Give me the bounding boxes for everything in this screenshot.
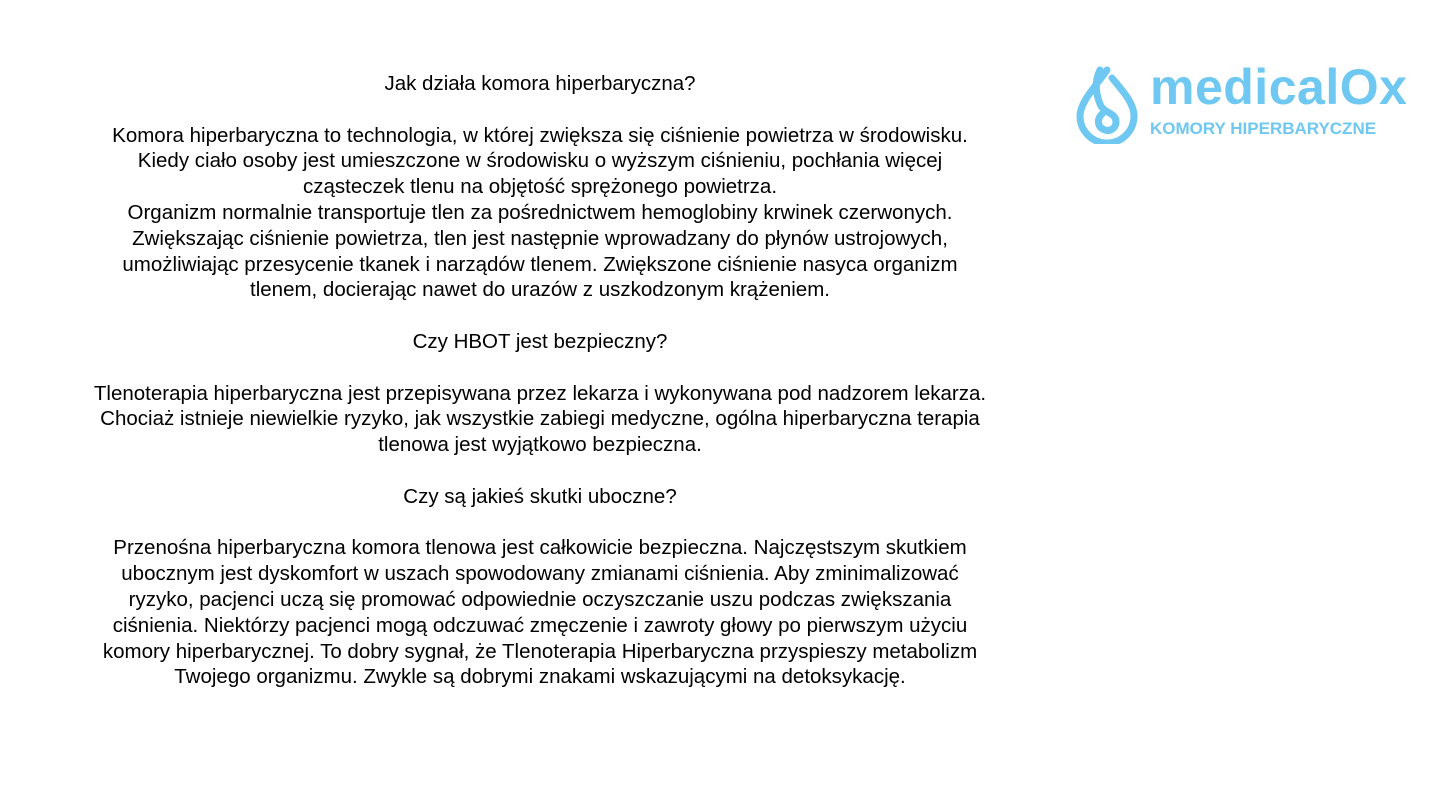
paragraph-line: Chociaż istnieje niewielkie ryzyko, jak wszystkie zabiegi medyczne, ogólna hiperbaryczna terapia (100, 407, 980, 431)
paragraph-line: cząsteczek tlenu na objętość sprężonego powietrza. (302, 175, 778, 199)
section-heading: Czy HBOT jest bezpieczny? (412, 329, 668, 353)
paragraph-line: Kiedy ciało osoby jest umieszczone w środowisku o wyższym ciśnieniu, pochłania więcej (137, 149, 943, 173)
document-body (40, 71, 1040, 690)
medicalox-logo (1074, 59, 1414, 144)
paragraph-line: ciśnienia. Niektórzy pacjenci mogą odczuwać zmęczenie i zawroty głowy po pierwszym użyciu (112, 613, 968, 637)
paragraph-line: umożliwiając przesycenie tkanek i narządów tlenem. Zwiększone ciśnienie nasyca organizm (122, 252, 958, 276)
paragraph-line: tlenowa jest wyjątkowo bezpieczna. (378, 433, 702, 457)
paragraph-line: Zwiększając ciśnienie powietrza, tlen jest następnie wprowadzany do płynów ustrojowych, (132, 226, 948, 250)
paragraph-line: Organizm normalnie transportuje tlen za pośrednictwem hemoglobiny krwinek czerwonych. (127, 200, 953, 224)
water-drop-icon (1074, 64, 1140, 144)
paragraph-line: Komora hiperbaryczna to technologia, w której zwiększa się ciśnienie powietrza w środowisku. (112, 123, 968, 147)
paragraph-line: Przenośna hiperbaryczna komora tlenowa jest całkowicie bezpieczna. Najczęstszym skutkiem (113, 536, 967, 560)
paragraph-line: komory hiperbarycznej. To dobry sygnał, że Tlenoterapia Hiperbaryczna przyspieszy metabolizm (102, 639, 978, 663)
logo-name: medicalOx (1150, 59, 1408, 115)
paragraph-line: Tlenoterapia hiperbaryczna jest przepisywana przez lekarza i wykonywana pod nadzorem lekarza. (93, 381, 987, 405)
section-heading: Jak działa komora hiperbaryczna? (384, 72, 696, 95)
section-heading: Czy są jakieś skutki uboczne? (403, 484, 677, 508)
paragraph-line: ubocznym jest dyskomfort w uszach spowodowany zmianami ciśnienia. Aby zminimalizować (121, 562, 959, 586)
paragraph-line: Twojego organizmu. Zwykle są dobrymi znakami wskazującymi na detoksykację. (174, 665, 906, 689)
paragraph-line: ryzyko, pacjenci uczą się promować odpowiednie oczyszczanie uszu podczas zwiększania (128, 587, 952, 611)
logo-tagline: KOMORY HIPERBARYCZNE (1150, 119, 1377, 138)
paragraph-line: tlenem, docierając nawet do urazów z uszkodzonym krążeniem. (250, 278, 830, 302)
